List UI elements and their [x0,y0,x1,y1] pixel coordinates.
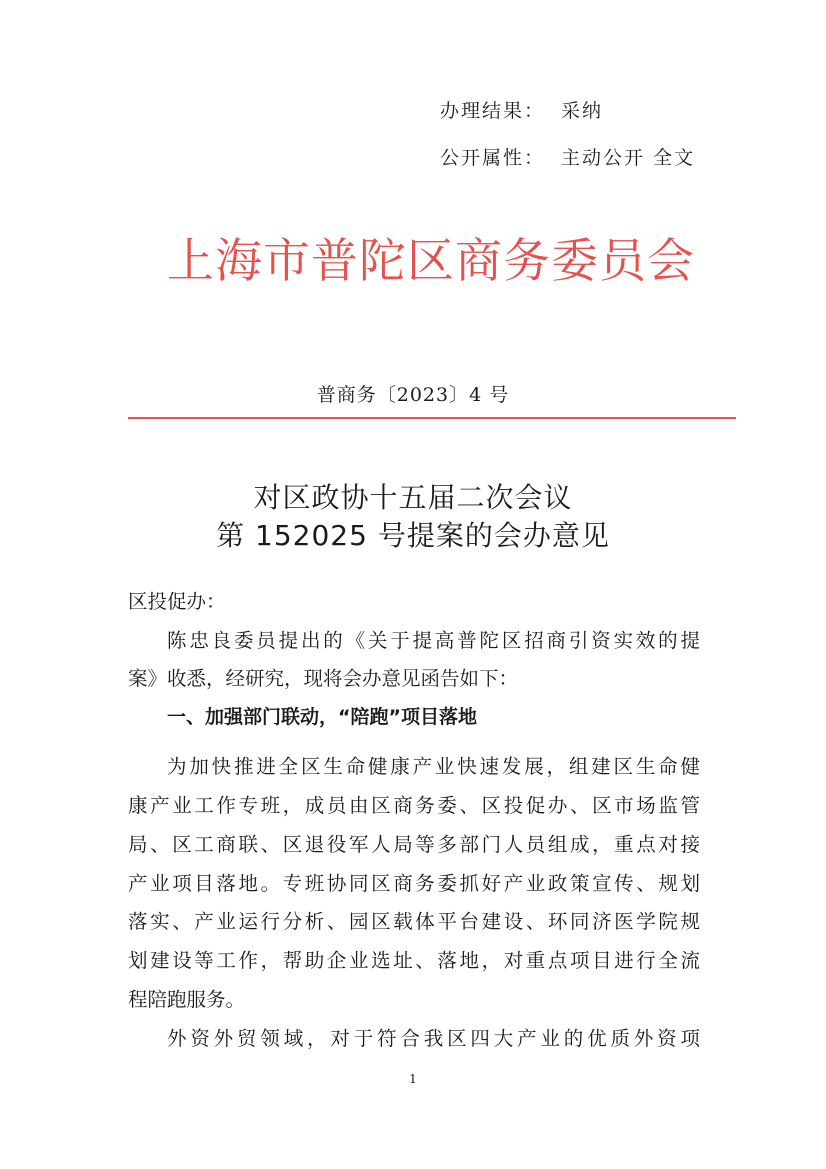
disclosure-attribute [440,143,695,170]
section-heading-1: 一、加强部门联动，“陪跑”项目落地 [167,706,477,728]
handling-result-value: 采纳 [561,100,604,122]
issuing-organization: 上海市普陀区商务委员会 [167,234,695,289]
body-line: 落实、产业运行分析、园区载体平台建设、环同济医学院规 [128,910,700,933]
document-title-line-2: 第 152025 号提案的会办意见 [216,519,610,552]
red-divider-line [128,417,736,419]
document-title-line-1: 对区政协十五届二次会议 [253,481,573,514]
handling-result [440,96,603,123]
body-line: 为加快推进全区生命健康产业快速发展，组建区生命健 [167,755,700,778]
body-line: 陈忠良委员提出的《关于提高普陀区招商引资实效的提 [167,629,700,652]
disclosure-attribute-label: 公开属性： [440,147,546,169]
body-line: 程陪跑服务。 [128,988,246,1011]
document-number: 普商务〔2023〕4 号 [316,384,510,406]
page-number: 1 [409,1072,417,1086]
body-line: 康产业工作专班，成员由区商务委、区投促办、区市场监管 [128,794,700,817]
body-line: 产业项目落地。专班协同区商务委抓好产业政策宣传、规划 [128,872,700,895]
disclosure-attribute-value: 主动公开 全文 [561,147,696,169]
body-line: 局、区工商联、区退役军人局等多部门人员组成，重点对接 [128,833,700,856]
body-line: 外资外贸领域，对于符合我区四大产业的优质外资项 [167,1027,700,1050]
handling-result-label: 办理结果： [440,100,546,122]
body-line: 划建设等工作，帮助企业选址、落地，对重点项目进行全流 [128,949,700,972]
body-line: 案》收悉，经研究，现将会办意见函告如下： [128,667,519,690]
recipient: 区投促办： [128,590,226,613]
